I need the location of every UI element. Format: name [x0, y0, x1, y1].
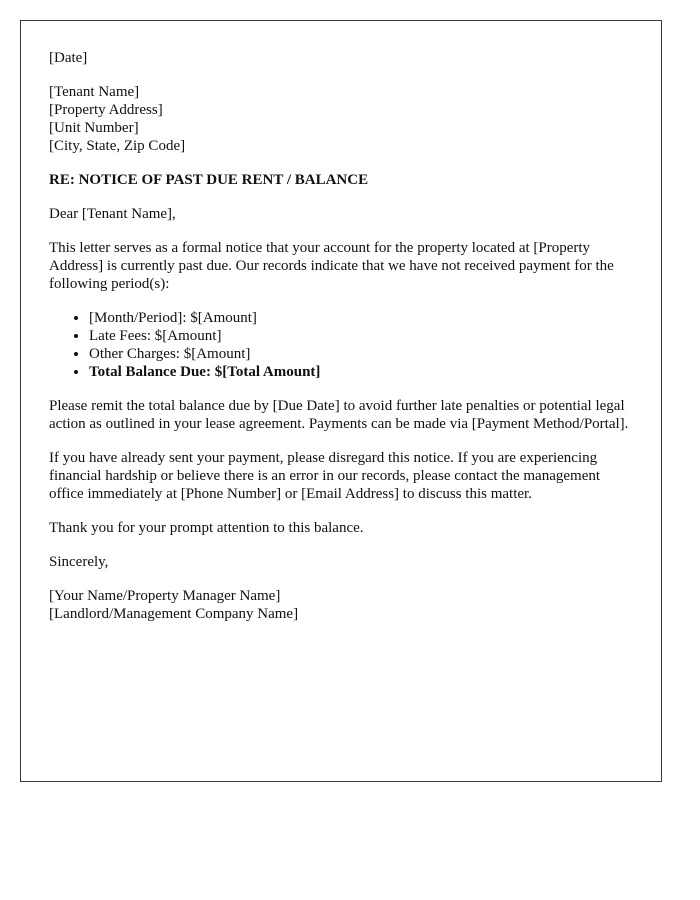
letter-subject: RE: NOTICE OF PAST DUE RENT / BALANCE [49, 172, 369, 188]
recipient-address-block [49, 83, 633, 155]
letter-date: [Date] [49, 50, 88, 66]
charge-item-total: • Total Balance Due: $[Total Amount] [89, 363, 633, 381]
recipient-city-state-zip: [City, State, Zip Code] [49, 138, 186, 154]
charge-item-late-fees: • Late Fees: $[Amount] [89, 327, 633, 345]
disregard-paragraph: If you have already sent your payment, please disregard this notice. If you are experiencing financial hardship or believe there is an error in our records, please contact the management office immediately at [Phone Number] or [Email Address] to discuss this matter. [49, 450, 601, 502]
charges-list [49, 309, 633, 381]
intro-paragraph: This letter serves as a formal notice that your account for the property located at [Property Address] is currently past due. Our records indicate that we have not received payment for the following period(s): [49, 240, 614, 292]
letter-salutation: Dear [Tenant Name], [49, 206, 176, 222]
charge-item-period: • [Month/Period]: $[Amount] [89, 309, 633, 327]
recipient-unit-number: [Unit Number] [49, 120, 139, 136]
thanks-paragraph: Thank you for your prompt attention to this balance. [49, 520, 364, 536]
signature-company: [Landlord/Management Company Name] [49, 606, 299, 622]
remit-paragraph: Please remit the total balance due by [Due Date] to avoid further late penalties or potential legal action as outlined in your lease agreement. Payments can be made via [Payment Method/Portal]. [49, 398, 629, 432]
recipient-name: [Tenant Name] [49, 84, 140, 100]
recipient-property-address: [Property Address] [49, 102, 163, 118]
letter-closing: Sincerely, [49, 554, 109, 570]
charge-item-other: • Other Charges: $[Amount] [89, 345, 633, 363]
letter-page [20, 20, 662, 782]
signature-name: [Your Name/Property Manager Name] [49, 588, 281, 604]
signature-block [49, 587, 633, 623]
